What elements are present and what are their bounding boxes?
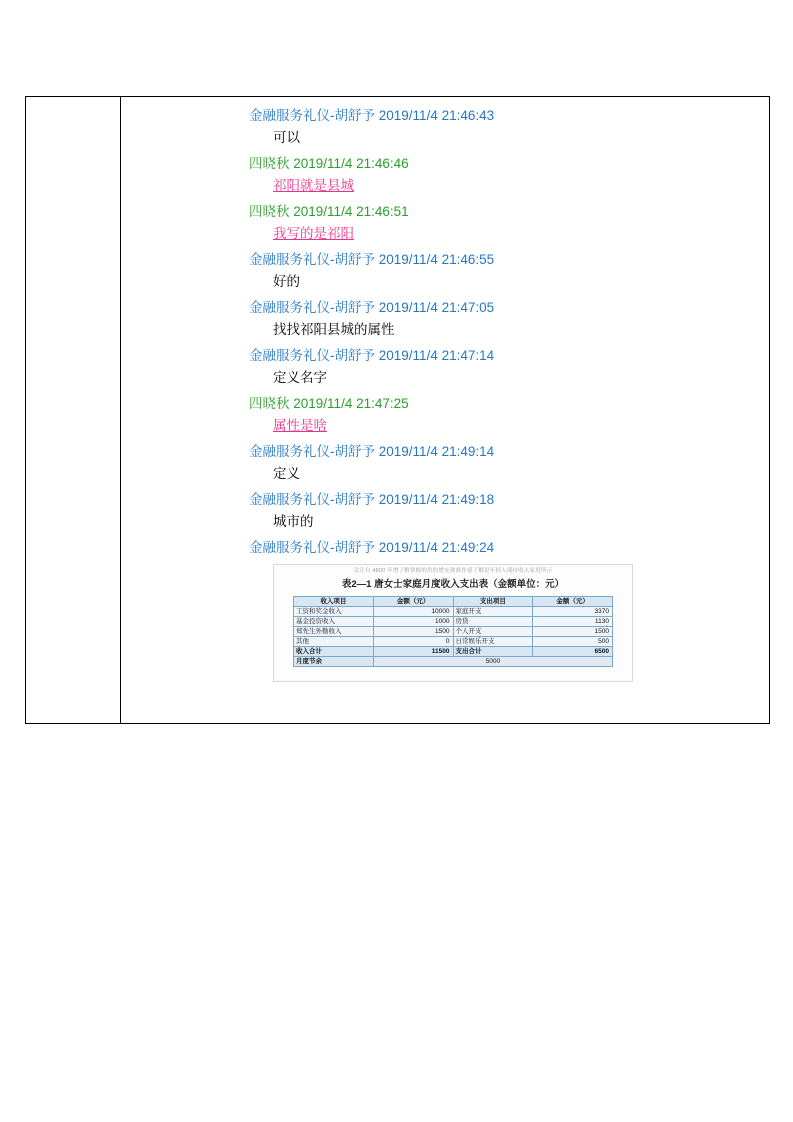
embedded-table-title: 表2—1 唐女士家庭月度收入支出表（金额单位：元） [341, 579, 565, 590]
table-cell: 日常娱乐开支 [453, 637, 533, 647]
embedded-image-caption: 关注自 4800 年增了解掌握的贵的增充现准作请了解是年轻人保持收入家庭所示 [353, 568, 553, 574]
message-meta [131, 537, 759, 558]
chat-message [131, 345, 759, 393]
surplus-label: 月度节余 [294, 657, 374, 667]
message-meta [131, 249, 759, 270]
message-sender: 金融服务礼仪-胡舒予 [249, 348, 375, 363]
header-cell: 金额（元） [373, 597, 453, 607]
message-sender: 金融服务礼仪-胡舒予 [249, 252, 375, 267]
message-time: 2019/11/4 21:49:14 [378, 444, 495, 459]
message-body: 定义 [273, 466, 300, 481]
table-cell: 1500 [373, 627, 453, 637]
table-row [294, 617, 613, 627]
header-cell: 金额（元） [533, 597, 613, 607]
chat-message [131, 297, 759, 345]
total-cell: 收入合计 [294, 647, 374, 657]
table-total-row [294, 647, 613, 657]
surplus-value: 5000 [373, 657, 612, 667]
income-expense-table [293, 596, 613, 667]
message-meta [131, 105, 759, 126]
message-meta [131, 489, 759, 510]
total-cell: 支出合计 [453, 647, 533, 657]
message-sender: 金融服务礼仪-胡舒予 [249, 492, 375, 507]
table-row [294, 627, 613, 637]
table-cell: 基金投资收入 [294, 617, 374, 627]
table-cell: 1130 [533, 617, 613, 627]
message-body: 属性是啥 [273, 418, 327, 433]
table-cell: 500 [533, 637, 613, 647]
message-meta [131, 201, 759, 222]
chat-message [131, 105, 759, 153]
table-cell: 1000 [373, 617, 453, 627]
message-time: 2019/11/4 21:47:05 [378, 300, 495, 315]
table-surplus-row [294, 657, 613, 667]
chat-message [131, 537, 759, 682]
chat-message [131, 393, 759, 441]
message-meta [131, 345, 759, 366]
message-time: 2019/11/4 21:46:51 [293, 204, 409, 219]
message-body: 可以 [273, 130, 300, 145]
chat-message [131, 153, 759, 201]
message-meta [131, 297, 759, 318]
message-body: 好的 [273, 274, 300, 289]
message-sender: 金融服务礼仪-胡舒予 [249, 540, 375, 555]
table-cell: 个人开支 [453, 627, 533, 637]
total-cell: 6500 [533, 647, 613, 657]
table-cell: 1500 [533, 627, 613, 637]
message-sender: 金融服务礼仪-胡舒予 [249, 108, 375, 123]
chat-log [121, 105, 769, 682]
table-header-row [294, 597, 613, 607]
table-right-column [121, 97, 769, 723]
message-sender: 金融服务礼仪-胡舒予 [249, 444, 375, 459]
table-cell: 工资和奖金收入 [294, 607, 374, 617]
message-time: 2019/11/4 21:47:14 [378, 348, 495, 363]
message-time: 2019/11/4 21:46:55 [378, 252, 495, 267]
chat-message [131, 489, 759, 537]
message-sender: 四晓秋 [249, 204, 290, 219]
message-sender: 金融服务礼仪-胡舒予 [249, 300, 375, 315]
message-body: 祁阳就是县城 [273, 178, 354, 193]
table-cell: 家庭开支 [453, 607, 533, 617]
table-cell: 0 [373, 637, 453, 647]
message-body: 定义名字 [273, 370, 327, 385]
table-row [294, 607, 613, 617]
header-cell: 支出项目 [453, 597, 533, 607]
chat-message [131, 201, 759, 249]
document-table [25, 96, 770, 724]
message-body: 城市的 [273, 514, 314, 529]
message-sender: 四晓秋 [249, 396, 290, 411]
message-time: 2019/11/4 21:49:24 [378, 540, 495, 555]
header-cell: 收入项目 [294, 597, 374, 607]
table-row [294, 637, 613, 647]
message-body: 我写的是祁阳 [273, 226, 354, 241]
table-left-column [26, 97, 121, 723]
message-meta [131, 441, 759, 462]
table-cell: 房贷 [453, 617, 533, 627]
message-attachment [131, 564, 759, 682]
total-cell: 11500 [373, 647, 453, 657]
message-sender: 四晓秋 [249, 156, 290, 171]
message-meta [131, 393, 759, 414]
message-time: 2019/11/4 21:46:43 [378, 108, 495, 123]
table-cell: 10000 [373, 607, 453, 617]
message-time: 2019/11/4 21:46:46 [293, 156, 409, 171]
message-meta [131, 153, 759, 174]
chat-message [131, 249, 759, 297]
message-body: 找找祁阳县城的属性 [273, 322, 395, 337]
table-cell: 其他 [294, 637, 374, 647]
message-time: 2019/11/4 21:47:25 [293, 396, 409, 411]
chat-message [131, 441, 759, 489]
table-cell: 3370 [533, 607, 613, 617]
message-time: 2019/11/4 21:49:18 [378, 492, 495, 507]
table-cell: 郑先生外勤收入 [294, 627, 374, 637]
embedded-table-image [273, 564, 633, 682]
